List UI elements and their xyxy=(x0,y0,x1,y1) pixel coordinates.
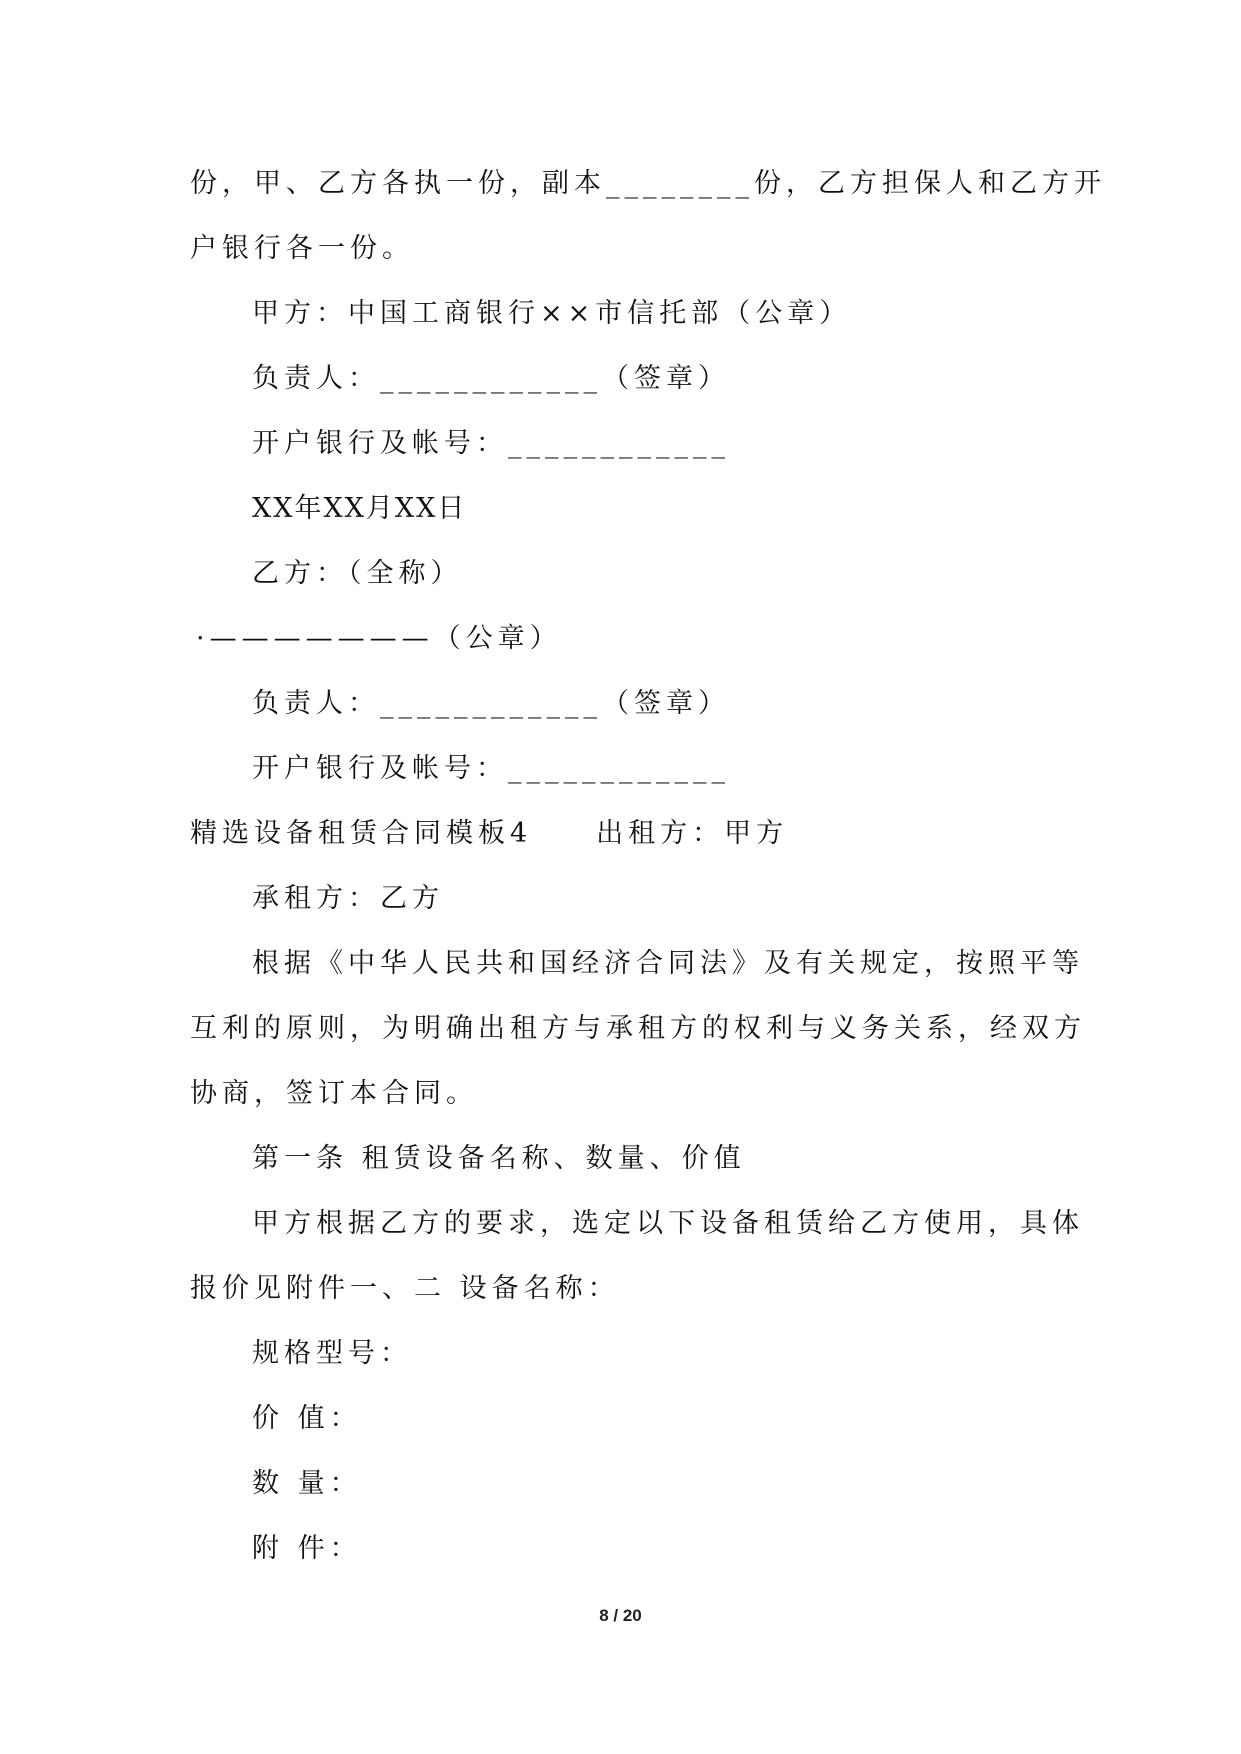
text-line: 开户银行及帐号：____________ xyxy=(252,753,730,784)
text-line: 乙方：（全称） xyxy=(252,558,463,589)
field-label: 价 值： xyxy=(252,1403,362,1434)
date-line: XX年XX月XX日 xyxy=(252,493,467,524)
text-line: 负责人：____________（签章） xyxy=(252,363,730,394)
field-label: 数 量： xyxy=(252,1468,362,1499)
text-line: 开户银行及帐号：____________ xyxy=(252,428,730,459)
field-label: 附 件： xyxy=(252,1533,362,1564)
text-line: 户银行各一份。 xyxy=(190,233,414,264)
text-line: 报价见附件一、二 设备名称： xyxy=(190,1273,620,1304)
text-line: 甲方：中国工商银行××市信托部（公章） xyxy=(252,298,852,329)
text-line: 负责人：____________（签章） xyxy=(252,688,730,719)
section-heading: 精选设备租赁合同模板4 出租方：甲方 xyxy=(190,818,789,849)
field-label: 规格型号： xyxy=(252,1338,412,1369)
text-line: 协商，签订本合同。 xyxy=(190,1078,478,1109)
text-line: 份，甲、乙方各执一份，副本________份，乙方担保人和乙方开 xyxy=(190,168,1106,199)
clause-heading: 第一条 租赁设备名称、数量、价值 xyxy=(252,1143,746,1174)
text-line: ·———————（公章） xyxy=(196,623,562,654)
text-line: 根据《中华人民共和国经济合同法》及有关规定，按照平等 xyxy=(252,948,1084,979)
text-line: 甲方根据乙方的要求，选定以下设备租赁给乙方使用，具体 xyxy=(252,1208,1084,1239)
text-line: 承租方：乙方 xyxy=(252,883,444,914)
text-line: 互利的原则，为明确出租方与承租方的权利与义务关系，经双方 xyxy=(190,1013,1086,1044)
page-number: 8 / 20 xyxy=(599,1606,642,1625)
